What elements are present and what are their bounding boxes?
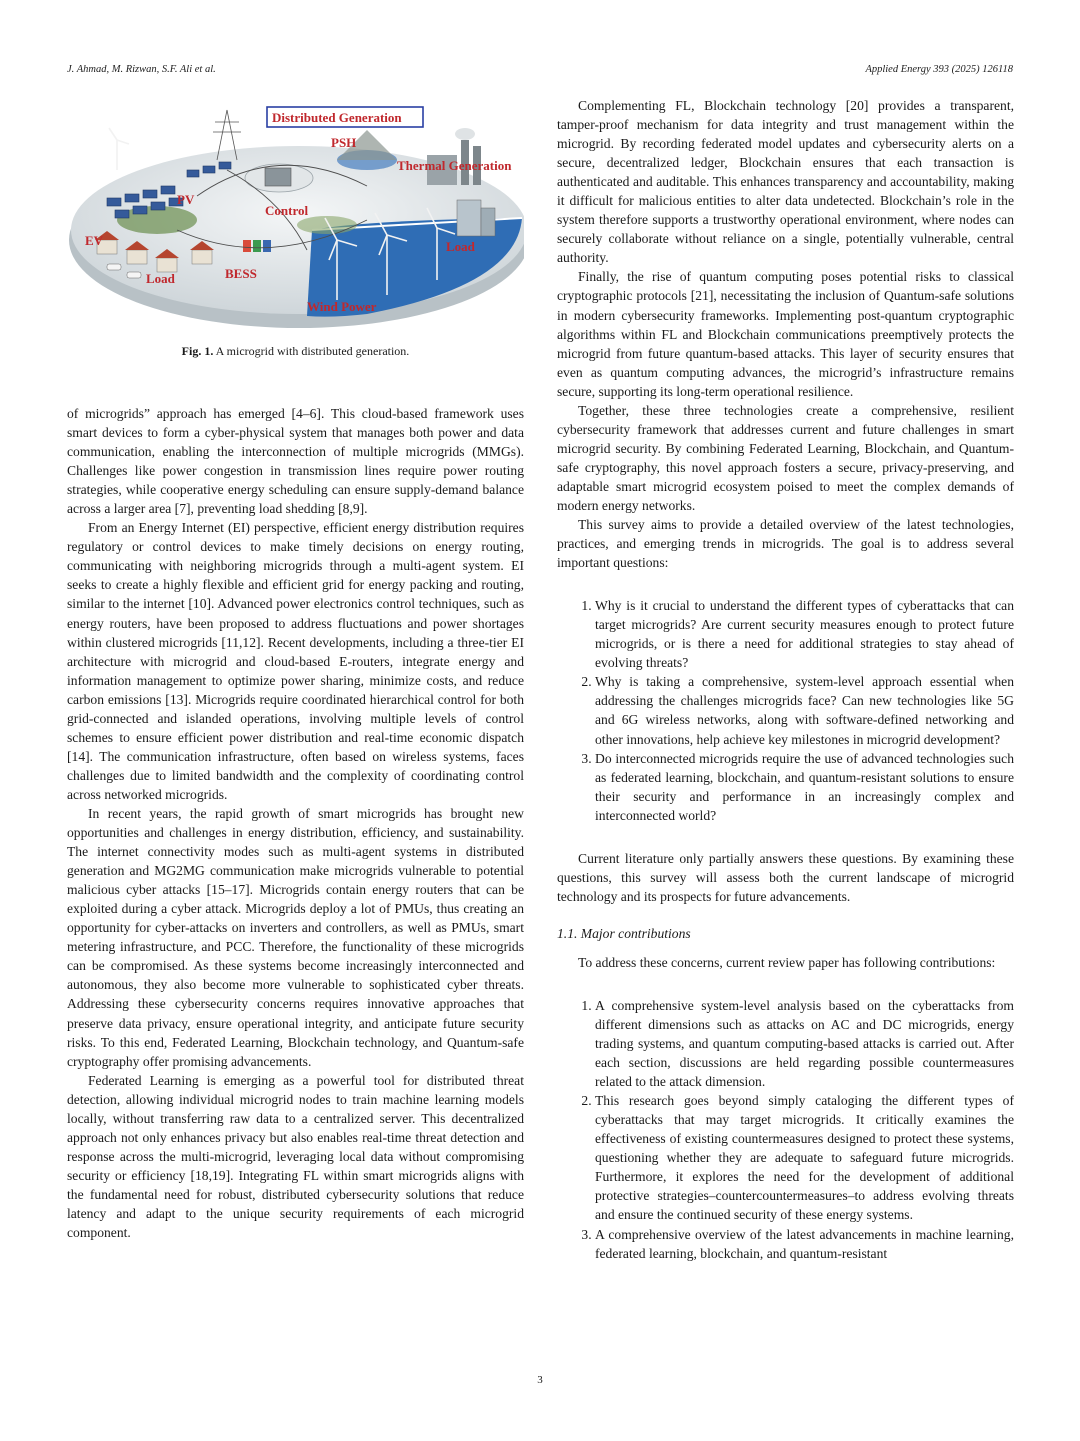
list-item: 3. Do interconnected microgrids require the use of advanced technologies such as federated learning, blockchain, and quantum-resistant solutions to ensure their security and performance in an increasingly complex and interconnected world?	[595, 749, 1014, 825]
paragraph: Current literature only partially answers these questions. By examining these questions, this survey will assess both the current landscape of microgrid technology and its prospects for future advancements.	[557, 850, 1014, 904]
section-heading: 1.1. Major contributions	[557, 925, 691, 941]
paragraph: This survey aims to provide a detailed overview of the latest technologies, practices, and emerging trends in microgrids. The goal is to address several important questions:	[557, 517, 1014, 571]
microgrid-diagram	[67, 100, 524, 330]
label-load-right: Load	[446, 239, 475, 254]
figure-microgrid-illustration	[67, 100, 524, 330]
figure-caption-label: Fig. 1.	[181, 344, 214, 358]
list-item: 2. This research goes beyond simply cataloging the different types of cyberattacks that may target microgrids. It critically examines the effectiveness of existing countermeasures designed to protect these systems, questioning whether they are adequate to safeguard future microgrids. Furthermore, it explores the need for the development of additional protective strategies–countercountermeasures–to address evolving threats and ensure the continued security of these energy systems.	[595, 1091, 1014, 1224]
figure-caption	[67, 344, 524, 359]
left-column	[67, 404, 524, 1242]
figure-caption-text: A microgrid with distributed generation.	[213, 344, 410, 358]
label-distributed-generation: Distributed Generation	[272, 110, 402, 125]
right-column	[557, 96, 1014, 1263]
list-item: 3. A comprehensive overview of the latest advancements in machine learning, federated learning, blockchain, and quantum-resistant	[595, 1225, 1014, 1263]
label-wind-power: Wind Power	[307, 299, 377, 314]
paragraph: Finally, the rise of quantum computing poses potential risks to classical cryptographic protocols [21], necessitating the inclusion of Quantum-safe solutions in modern cybersecurity frameworks. Implementing post-quantum cryptographic algorithms within FL and Blockchain communications preemptively protects the microgrid from future quantum-based attacks. This layer of security ensures that even as quantum computing advances, the microgrid’s infrastructure remains secure, supporting its long-term operational resilience.	[557, 269, 1014, 399]
running-header-authors: J. Ahmad, M. Rizwan, S.F. Ali et al.	[67, 64, 216, 75]
page-number: 3	[537, 1374, 543, 1386]
research-questions-list	[557, 596, 1014, 825]
paragraph: To address these concerns, current review paper has following contributions:	[578, 954, 996, 970]
field-center	[297, 216, 357, 234]
label-bess: BESS	[225, 266, 257, 281]
bess-containers	[243, 240, 271, 252]
paragraph: Federated Learning is emerging as a powerful tool for distributed threat detection, allowing individual microgrid nodes to train machine learning models locally, without transferring raw data to a centralized server. This decentralized approach not only enhances privacy but also enables real-time threat detection and response across the multi-microgrid, leveraging local data without compromising security or efficiency [18,19]. Integrating FL within smart microgrids aligns with the fundamental need for robust, distributed cybersecurity solutions that reduce latency and adapt to the unique security requirements of each microgrid component.	[67, 1072, 524, 1241]
list-item: 1. Why is it crucial to understand the different types of cyberattacks that can target microgrids? Are current security measures enough to protect future microgrids, or is there a need for additional strategies to stay ahead of evolving threats?	[595, 596, 1014, 672]
control-building	[265, 168, 291, 186]
label-ev: EV	[85, 233, 104, 248]
list-item: 2. Why is taking a comprehensive, system-level approach essential when addressing the challenges microgrids face? Can new technologies like 5G and 6G wireless networks, along with software-defined networking and other innovations, help achieve key milestones in microgrid development?	[595, 672, 1014, 748]
paragraph: From an Energy Internet (EI) perspective, efficient energy distribution requires regulatory or control devices to make timely decisions on energy routing, communicating with neighboring microgrids through a multi-agent system. EI seeks to create a highly flexible and efficient grid for energy packing and routing, similar to the internet [10]. Advanced power electronics control techniques, such as energy routers, have been proposed to address fluctuations and power shortages within clustered microgrids [11,12]. Recent developments, including a three-tier EI architecture with microgrid and cloud-based E-routers, integrate energy and information management to optimize power sharing, minimize costs, and reduce carbon emissions [13]. Microgrids require coordinated hierarchical control for both grid-connected and islanded operations, involving multiple levels of control schemes to ensure efficient power distribution and real-time economic dispatch [14]. The communication infrastructure, often based on wireless systems, faces challenges due to limited bandwidth and the complexity of coordinating control across networked microgrids.	[67, 520, 524, 802]
list-item: 1. A comprehensive system-level analysis based on the cyberattacks from different dimensions such as attacks on AC and DC microgrids, energy trading systems, and quantum computing-based attacks is carried out. After each section, discussions are held regarding possible countermeasures related to the attack dimension.	[595, 996, 1014, 1091]
running-header-journal: Applied Energy 393 (2025) 126118	[865, 64, 1013, 75]
label-control: Control	[265, 203, 309, 218]
label-thermal-generation: Thermal Generation	[397, 158, 512, 173]
contributions-list	[557, 996, 1014, 1263]
paragraph: In recent years, the rapid growth of smart microgrids has brought new opportunities and challenges in energy distribution, efficiency, and sustainability. The internet connectivity modes such as multi-agent systems in distributed generation and MG2MG communication make microgrids vulnerable to potential malicious cyber attacks [15–17]. Microgrids contain energy routers that can be exploited during a cyber attack. Microgrids deploy a lot of PMUs, thus creating an opportunity for cyber-attacks on inverters and controllers, as well as PMUs, smart metering infrastructure, and PCC. Therefore, the functionality of these microgrids can be compromised. As these systems become increasingly interconnected and autonomous, they also become more vulnerable to sophisticated cyber threats. Addressing these cybersecurity concerns requires innovative approaches that preserve data privacy, ensure operational integrity, and anticipate future security risks. To this end, Federated Learning, Blockchain technology, and Quantum-safe cryptography offer promising advancements.	[67, 805, 524, 1069]
paragraph: Complementing FL, Blockchain technology [20] provides a transparent, tamper-proof mechanism for data integrity and trust management within the microgrid. By recording federated model updates and cybersecurity alerts on a secure, decentralized ledger, Blockchain ensures that each transaction is authenticated and auditable. This enhances transparency and accountability, making it difficult for malicious entities to alter data undetected. Blockchain’s role in the system therefore supports a trustworthy operational environment, where nodes can securely collaborate without reliance on a single, potentially vulnerable, central authority.	[557, 98, 1014, 266]
label-psh: PSH	[331, 135, 357, 150]
label-load-left: Load	[146, 271, 175, 286]
label-pv: PV	[177, 192, 195, 207]
paragraph: of microgrids” approach has emerged [4–6]. This cloud-based framework uses smart devices to form a cyber-physical system that manages both power and data communication, enabling the interconnection of multiple microgrids (MMGs). Challenges like power congestion in transmission lines require power routing strategies, while cooperative energy scheduling can ensure supply-demand balance across a larger area [7], preventing load shedding [8,9].	[67, 406, 524, 517]
paragraph: Together, these three technologies create a comprehensive, resilient cybersecurity framework that addresses current and future challenges in smart microgrid security. By combining Federated Learning, Blockchain, and Quantum-safe cryptography, this novel approach fosters a secure, privacy-preserving, and adaptable smart microgrid ecosystem poised to meet the complex demands of modern energy networks.	[557, 402, 1014, 513]
